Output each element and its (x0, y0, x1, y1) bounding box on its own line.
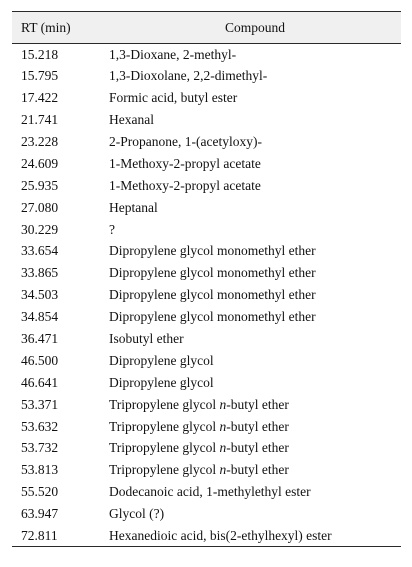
compound-cell (109, 525, 401, 547)
compound-text: Formic acid, butyl ester (109, 90, 238, 106)
compound-cell (109, 175, 401, 197)
table-row (12, 394, 401, 416)
table-row (12, 438, 401, 460)
rt-cell: 53.371 (21, 396, 59, 412)
rt-cell: 72.811 (21, 527, 58, 543)
compound-text: Dodecanoic acid, 1-methylethyl ester (109, 484, 311, 500)
table-row (12, 153, 401, 175)
compound-text: -butyl ether (226, 440, 289, 456)
compound-text: Dipropylene glycol monomethyl ether (109, 265, 316, 281)
compound-cell (109, 153, 401, 175)
compound-cell (109, 197, 401, 219)
compound-text: Isobutyl ether (109, 331, 184, 347)
compound-cell (109, 394, 401, 416)
table-row (12, 44, 401, 66)
table-row (12, 241, 401, 263)
compound-text: Dipropylene glycol (109, 374, 214, 390)
rt-cell: 24.609 (21, 155, 59, 171)
rt-cell: 21.741 (21, 112, 59, 128)
rt-cell: 55.520 (21, 484, 59, 500)
table-row (12, 284, 401, 306)
compound-cell (109, 109, 401, 131)
compound-text: Tripropylene glycol (109, 418, 220, 434)
rt-cell: 53.732 (21, 440, 59, 456)
table-row (12, 525, 401, 547)
rt-cell: 34.503 (21, 287, 59, 303)
compound-cell (109, 284, 401, 306)
compound-cell (109, 262, 401, 284)
table-row (12, 197, 401, 219)
compound-cell (109, 481, 401, 503)
compound-text: ? (109, 221, 115, 237)
rt-cell: 17.422 (21, 90, 59, 106)
compound-text: n (219, 396, 227, 412)
compound-text: 1-Methoxy-2-propyl acetate (109, 177, 261, 193)
compound-cell (109, 131, 401, 153)
compound-text: 1,3-Dioxolane, 2,2-dimethyl- (109, 68, 268, 84)
compound-cell (109, 416, 401, 438)
table-row (12, 219, 401, 241)
table-row (12, 350, 401, 372)
compound-table (12, 11, 401, 547)
rt-cell: 46.500 (21, 352, 59, 368)
rt-cell: 23.228 (21, 134, 59, 149)
compound-cell (109, 372, 401, 394)
compound-cell (109, 459, 401, 481)
table-row (12, 416, 401, 438)
compound-text: Hexanal (109, 112, 154, 128)
compound-cell (109, 65, 401, 87)
compound-cell (109, 350, 401, 372)
table-row (12, 131, 401, 153)
rt-cell: 53.813 (21, 462, 59, 478)
rt-cell: 34.854 (21, 309, 59, 325)
compound-text: 1,3-Dioxane, 2-methyl- (109, 46, 237, 62)
compound-text: n (219, 440, 227, 456)
compound-text: Dipropylene glycol monomethyl ether (109, 309, 316, 325)
compound-table-container (12, 11, 401, 547)
rt-cell: 15.795 (21, 68, 59, 84)
compound-text: Tripropylene glycol (109, 396, 220, 412)
table-row (12, 175, 401, 197)
table-row (12, 87, 401, 109)
table-row (12, 65, 401, 87)
table-row (12, 306, 401, 328)
rt-cell: 30.229 (21, 221, 59, 237)
compound-text: n (219, 462, 227, 478)
rt-cell: 33.865 (21, 265, 59, 281)
compound-text: -butyl ether (226, 396, 289, 412)
table-row (12, 459, 401, 481)
compound-cell (109, 44, 401, 66)
compound-text: n (219, 418, 227, 434)
compound-cell (109, 219, 401, 241)
compound-cell (109, 306, 401, 328)
compound-text: 1-Methoxy-2-propyl acetate (109, 155, 261, 171)
header-row (12, 12, 401, 44)
compound-text: Tripropylene glycol (109, 440, 220, 456)
table-row (12, 372, 401, 394)
table-header (12, 12, 401, 44)
header-compound: Compound (224, 19, 285, 35)
compound-text: Dipropylene glycol (109, 352, 214, 368)
compound-cell (109, 328, 401, 350)
compound-cell (109, 241, 401, 263)
table-body (12, 44, 401, 547)
rt-cell: 27.080 (21, 199, 59, 215)
compound-text: Dipropylene glycol monomethyl ether (109, 243, 316, 259)
compound-text: Hexanedioic acid, bis(2-ethylhexyl) ester (109, 527, 332, 543)
compound-text: Tripropylene glycol (109, 462, 220, 478)
rt-cell: 33.654 (21, 243, 59, 259)
header-rt: RT (min) (21, 19, 71, 35)
compound-text: 2-Propanone, 1-(acetyloxy)- (109, 134, 262, 149)
compound-cell (109, 503, 401, 525)
compound-text: -butyl ether (226, 418, 289, 434)
table-row (12, 109, 401, 131)
table-row (12, 262, 401, 284)
compound-text: Glycol (?) (109, 506, 165, 522)
compound-text: -butyl ether (226, 462, 289, 478)
table-row (12, 503, 401, 525)
rt-cell: 46.641 (21, 374, 59, 390)
rt-cell: 53.632 (21, 418, 59, 434)
table-row (12, 481, 401, 503)
compound-cell (109, 438, 401, 460)
rt-cell: 36.471 (21, 331, 59, 347)
rt-cell: 63.947 (21, 506, 59, 522)
rt-cell: 15.218 (21, 46, 59, 62)
compound-cell (109, 87, 401, 109)
table-row (12, 328, 401, 350)
compound-text: Heptanal (109, 199, 158, 215)
compound-text: Dipropylene glycol monomethyl ether (109, 287, 316, 303)
rt-cell: 25.935 (21, 177, 59, 193)
